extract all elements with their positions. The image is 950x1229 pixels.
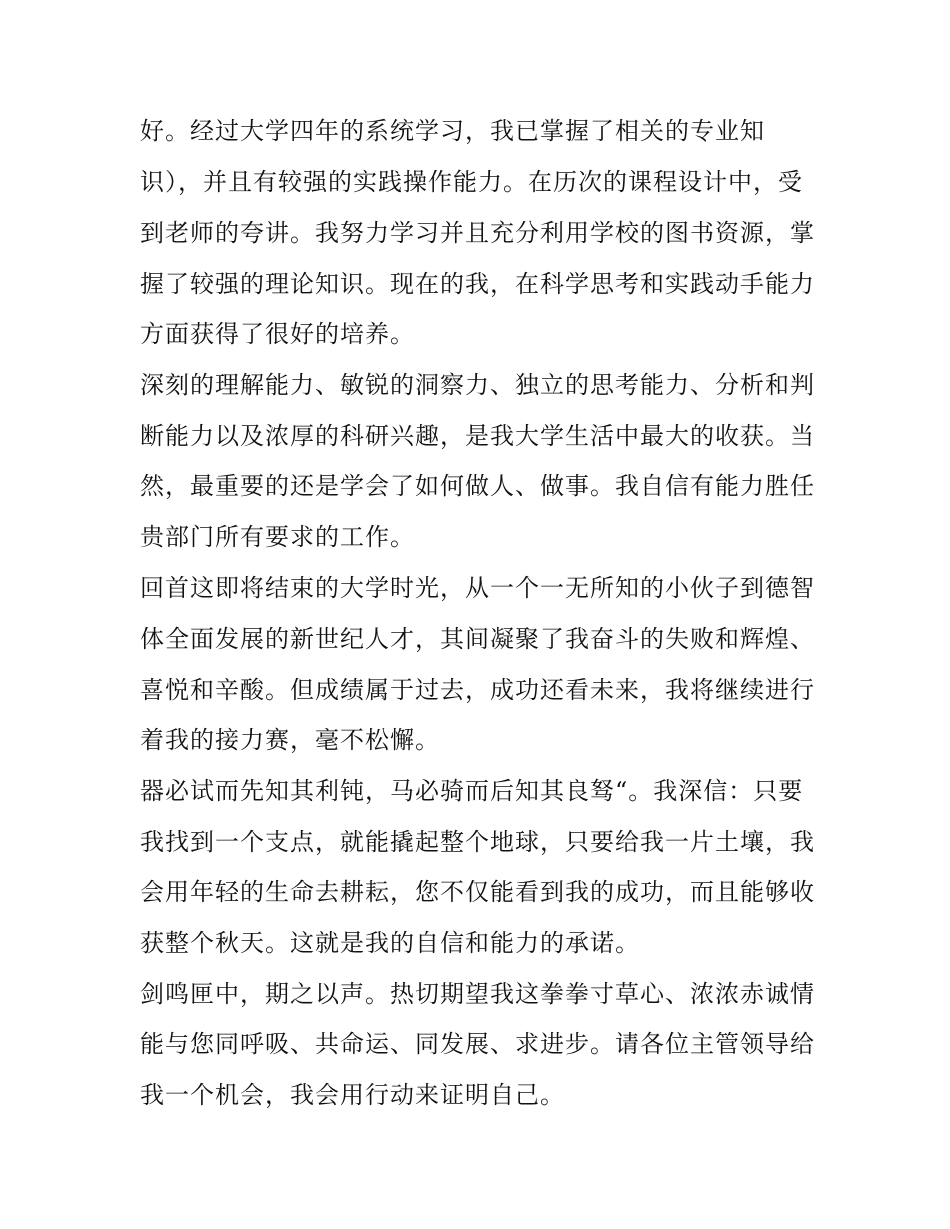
paragraph-5-line-1: 剑鸣匣中，期之以声。热切期望我这拳拳寸草心、浓浓赤诚情 bbox=[140, 980, 815, 1008]
paragraph-3-line-2: 体全面发展的新世纪人才，其间凝聚了我奋斗的失败和辉煌、 bbox=[140, 625, 815, 653]
paragraph-1-line-4: 握了较强的理论知识。现在的我，在科学思考和实践动手能力 bbox=[140, 270, 815, 298]
paragraph-4-line-2: 我找到一个支点，就能撬起整个地球，只要给我一片土壤，我 bbox=[140, 828, 815, 856]
paragraph-3-line-4: 着我的接力赛，毫不松懈。 bbox=[140, 726, 440, 754]
paragraph-5-line-3: 我一个机会，我会用行动来证明自己。 bbox=[140, 1081, 565, 1109]
paragraph-4-line-4: 获整个秋天。这就是我的自信和能力的承诺。 bbox=[140, 929, 640, 957]
paragraph-2-line-4: 贵部门所有要求的工作。 bbox=[140, 523, 415, 551]
paragraph-2-line-2: 断能力以及浓厚的科研兴趣，是我大学生活中最大的收获。当 bbox=[140, 422, 815, 450]
paragraph-2-line-1: 深刻的理解能力、敏锐的洞察力、独立的思考能力、分析和判 bbox=[140, 371, 815, 399]
paragraph-4-line-3: 会用年轻的生命去耕耘，您不仅能看到我的成功，而且能够收 bbox=[140, 878, 815, 906]
paragraph-1-line-2: 识），并且有较强的实践操作能力。在历次的课程设计中，受 bbox=[140, 168, 803, 196]
paragraph-5-line-2: 能与您同呼吸、共命运、同发展、求进步。请各位主管领导给 bbox=[140, 1030, 815, 1058]
paragraph-2-line-3: 然，最重要的还是学会了如何做人、做事。我自信有能力胜任 bbox=[140, 472, 815, 500]
paragraph-3-line-3: 喜悦和辛酸。但成绩属于过去，成功还看未来，我将继续进行 bbox=[140, 676, 815, 704]
paragraph-1-line-1: 好。经过大学四年的系统学习，我已掌握了相关的专业知 bbox=[140, 117, 765, 145]
paragraph-1-line-3: 到老师的夸讲。我努力学习并且充分利用学校的图书资源，掌 bbox=[140, 219, 815, 247]
paragraph-3-line-1: 回首这即将结束的大学时光，从一个一无所知的小伙子到德智 bbox=[140, 574, 815, 602]
paragraph-4-line-1: 器必试而先知其利钝，马必骑而后知其良驽“。我深信：只要 bbox=[140, 777, 804, 805]
paragraph-1-line-5: 方面获得了很好的培养。 bbox=[140, 320, 415, 348]
